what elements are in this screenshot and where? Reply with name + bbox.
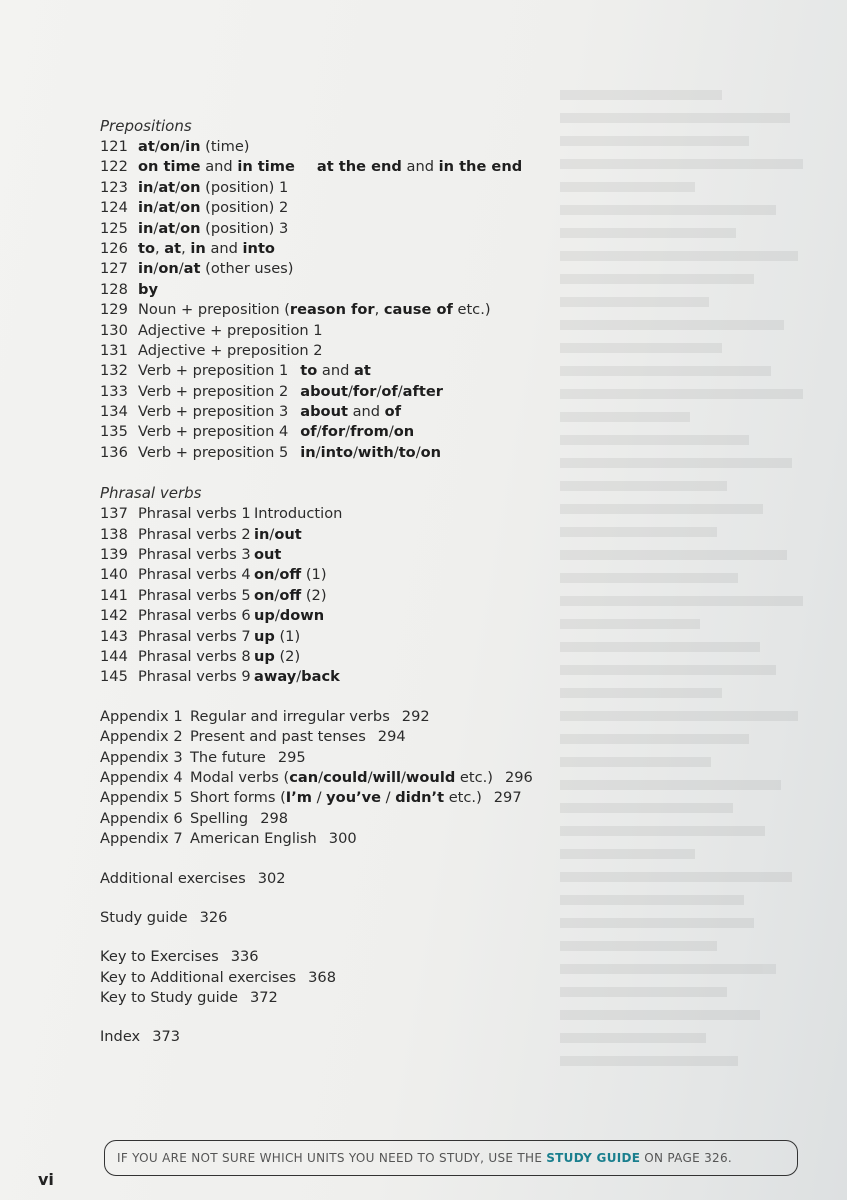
unit-entry[interactable] (100, 280, 660, 300)
unit-entry[interactable] (100, 259, 660, 279)
appendix-page: 297 (493, 789, 522, 807)
unit-title: on time and in time at the end and in the end (138, 158, 523, 176)
unit-number: 138 (100, 525, 128, 543)
key-entry[interactable] (100, 968, 660, 988)
unit-entry[interactable] (100, 627, 660, 647)
unit-label: Phrasal verbs 8 (138, 647, 251, 665)
entry-title: Key to Exercises (100, 948, 219, 966)
appendix-page: 300 (328, 830, 357, 848)
unit-title: Adjective + preposition 2 (138, 341, 323, 359)
unit-entry[interactable] (100, 402, 660, 422)
unit-entry[interactable] (100, 178, 660, 198)
note-text: IF YOU ARE NOT SURE WHICH UNITS YOU NEED TO STUDY, USE THE (117, 1151, 543, 1165)
appendix-page: 292 (401, 707, 430, 725)
entry-page: 373 (152, 1028, 181, 1046)
unit-title: Verb + preposition 5 in/into/with/to/on (138, 443, 442, 461)
unit-number: 132 (100, 362, 128, 380)
unit-entry[interactable] (100, 443, 660, 463)
entry-title: Key to Additional exercises (100, 968, 297, 986)
study-guide-note (104, 1140, 798, 1176)
appendix-entry[interactable] (100, 707, 660, 727)
unit-title: on/off (2) (254, 586, 327, 604)
unit-label: Phrasal verbs 6 (138, 607, 251, 625)
unit-number: 135 (100, 423, 128, 441)
contents-column (100, 112, 660, 1048)
unit-entry[interactable] (100, 300, 660, 320)
section-title-phrasal-verbs: Phrasal verbs (100, 484, 202, 503)
unit-label: Phrasal verbs 9 (138, 668, 251, 686)
unit-title: in/at/on (position) 1 (138, 178, 289, 196)
unit-title: Adjective + preposition 1 (138, 321, 323, 339)
unit-title: to, at, in and into (138, 239, 275, 257)
unit-entry[interactable] (100, 219, 660, 239)
section-title-prepositions: Prepositions (100, 117, 192, 135)
unit-entry[interactable] (100, 422, 660, 442)
unit-number: 140 (100, 566, 128, 584)
unit-entry[interactable] (100, 606, 660, 626)
unit-entry[interactable] (100, 382, 660, 402)
unit-label: Phrasal verbs 5 (138, 586, 251, 604)
prepositions-list (100, 137, 660, 463)
appendix-title: Present and past tenses (190, 728, 366, 746)
entry-page: 336 (230, 948, 259, 966)
unit-title: Verb + preposition 4 of/for/from/on (138, 423, 415, 441)
unit-entry[interactable] (100, 341, 660, 361)
entry-title: Additional exercises (100, 869, 246, 887)
unit-title: Verb + preposition 1 to and at (138, 362, 371, 380)
entry-title: Key to Study guide (100, 989, 238, 1007)
key-entry[interactable] (100, 947, 660, 967)
unit-number: 123 (100, 178, 128, 196)
unit-entry[interactable] (100, 321, 660, 341)
unit-title: Verb + preposition 3 about and of (138, 403, 402, 421)
unit-number: 125 (100, 219, 128, 237)
unit-entry[interactable] (100, 504, 660, 524)
appendix-page: 294 (377, 728, 406, 746)
appendix-title: Regular and irregular verbs (190, 707, 390, 725)
appendix-entry[interactable] (100, 788, 660, 808)
appendix-label: Appendix 7 (100, 830, 183, 848)
study-guide-entry[interactable] (100, 908, 660, 928)
appendix-entry[interactable] (100, 748, 660, 768)
appendix-entry[interactable] (100, 829, 660, 849)
unit-number: 121 (100, 138, 128, 155)
appendix-page: 296 (504, 768, 533, 786)
unit-number: 130 (100, 321, 128, 339)
unit-number: 144 (100, 647, 128, 665)
unit-number: 142 (100, 607, 128, 625)
appendix-title: American English (190, 830, 317, 848)
unit-title: on/off (1) (254, 566, 327, 584)
unit-number: 122 (100, 158, 128, 176)
unit-label: Phrasal verbs 2 (138, 525, 251, 543)
unit-number: 143 (100, 627, 128, 645)
unit-entry[interactable] (100, 198, 660, 218)
appendix-entry[interactable] (100, 727, 660, 747)
unit-title: away/back (254, 668, 340, 686)
unit-title: Introduction (254, 505, 343, 523)
appendix-label: Appendix 2 (100, 728, 183, 746)
unit-number: 136 (100, 443, 128, 461)
unit-entry[interactable] (100, 667, 660, 687)
appendix-entry[interactable] (100, 768, 660, 788)
unit-number: 141 (100, 586, 128, 604)
unit-number: 134 (100, 403, 128, 421)
unit-title: Noun + preposition (reason for, cause of etc.) (138, 301, 491, 319)
unit-title: in/on/at (other uses) (138, 260, 294, 278)
appendix-title: The future (190, 748, 266, 766)
unit-number: 127 (100, 260, 128, 278)
unit-entry[interactable] (100, 239, 660, 259)
unit-title: by (138, 280, 158, 298)
unit-entry[interactable] (100, 361, 660, 381)
appendix-entry[interactable] (100, 809, 660, 829)
unit-label: Phrasal verbs 1 (138, 505, 251, 523)
unit-title: in/out (254, 525, 302, 543)
appendix-list (100, 707, 660, 850)
entry-page: 372 (249, 989, 278, 1007)
entry-page: 368 (308, 968, 336, 986)
note-highlight: STUDY GUIDE (546, 1151, 641, 1165)
appendix-title: Modal verbs (can/could/will/would etc.) (190, 768, 493, 786)
unit-entry[interactable] (100, 565, 660, 585)
page-number: vi (38, 1170, 54, 1189)
entry-title: Study guide (100, 908, 188, 926)
unit-label: Phrasal verbs 4 (138, 566, 251, 584)
unit-title: in/at/on (position) 2 (138, 199, 289, 217)
unit-label: Phrasal verbs 7 (138, 627, 251, 645)
appendix-page: 295 (277, 748, 306, 766)
unit-number: 131 (100, 341, 128, 359)
unit-entry[interactable] (100, 545, 660, 565)
note-text-end: ON PAGE 326. (644, 1151, 732, 1165)
unit-label: Phrasal verbs 3 (138, 546, 251, 564)
entry-page: 326 (199, 908, 228, 926)
appendix-label: Appendix 1 (100, 707, 183, 725)
unit-title: in/at/on (position) 3 (138, 219, 289, 237)
unit-number: 133 (100, 382, 128, 400)
unit-entry[interactable] (100, 157, 660, 177)
unit-entry[interactable] (100, 137, 660, 157)
appendix-page: 298 (260, 809, 289, 827)
additional-exercises-entry[interactable] (100, 869, 660, 889)
entry-title: Index (100, 1028, 141, 1046)
unit-title: at/on/in (time) (138, 138, 250, 155)
unit-title: up/down (254, 607, 325, 625)
appendix-title: Spelling (190, 809, 249, 827)
appendix-label: Appendix 6 (100, 809, 183, 827)
unit-entry[interactable] (100, 586, 660, 606)
phrasal-verbs-list (100, 504, 660, 688)
unit-number: 145 (100, 668, 128, 686)
appendix-label: Appendix 3 (100, 748, 183, 766)
appendix-label: Appendix 5 (100, 789, 183, 807)
unit-number: 139 (100, 546, 128, 564)
unit-entry[interactable] (100, 525, 660, 545)
key-list (100, 947, 660, 1008)
unit-number: 126 (100, 239, 128, 257)
unit-number: 128 (100, 280, 128, 298)
unit-title: out (254, 546, 282, 564)
unit-number: 129 (100, 301, 128, 319)
unit-title: Verb + preposition 2 about/for/of/after (138, 382, 443, 400)
index-entry[interactable] (100, 1027, 660, 1047)
unit-number: 137 (100, 505, 128, 523)
unit-number: 124 (100, 199, 128, 217)
entry-page: 302 (257, 869, 286, 887)
unit-title: up (2) (254, 647, 301, 665)
appendix-label: Appendix 4 (100, 768, 183, 786)
unit-entry[interactable] (100, 647, 660, 667)
appendix-title: Short forms (I’m / you’ve / didn’t etc.) (190, 789, 482, 807)
unit-title: up (1) (254, 627, 301, 645)
key-entry[interactable] (100, 988, 660, 1008)
